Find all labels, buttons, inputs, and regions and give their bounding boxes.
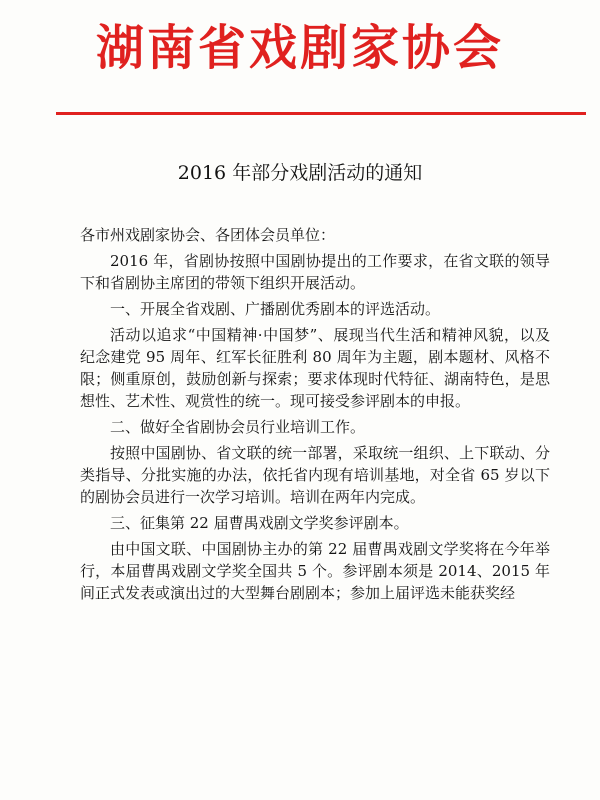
letterhead-organization-name: 湖南省戏剧家协会 <box>95 20 504 76</box>
section-1-body: 活动以追求“中国精神·中国梦”、展现当代生活和精神风貌，以及纪念建党 95 周年、红军长征胜利 80 周年为主题，剧本题材、风格不限；侧重原创，鼓励创新与探索；要求体现时代特征、湖南特色，是思想性、艺术性、观赏性的统一。现可接受参评剧本的申报。 <box>80 326 550 410</box>
intro-paragraph: 2016 年，省剧协按照中国剧协提出的工作要求，在省文联的领导下和省剧协主席团的带领下组织开展活动。 <box>80 252 550 292</box>
section-3-heading: 三、征集第 22 届曹禺戏剧文学奖参评剧本。 <box>110 514 409 532</box>
document-body <box>80 224 550 608</box>
document-title: 2016 年部分戏剧活动的通知 <box>177 162 423 184</box>
section-1-heading: 一、开展全省戏剧、广播剧优秀剧本的评选活动。 <box>110 300 441 318</box>
section-3-body: 由中国文联、中国剧协主办的第 22 届曹禺戏剧文学奖将在今年举行，本届曹禺戏剧文学奖全国共 5 个。参评剧本须是 2014、2015 年间正式发表或演出过的大型舞台剧剧本；参加上届评选未能获奖经 <box>80 540 550 602</box>
section-2-body: 按照中国剧协、省文联的统一部署，采取统一组织、上下联动、分类指导、分批实施的办法，依托省内现有培训基地，对全省 65 岁以下的剧协会员进行一次学习培训。培训在两年内完成。 <box>80 444 550 506</box>
section-2-heading: 二、做好全省剧协会员行业培训工作。 <box>110 418 366 436</box>
letterhead-red-rule <box>56 112 586 115</box>
salutation: 各市州戏剧家协会、各团体会员单位： <box>80 226 336 244</box>
